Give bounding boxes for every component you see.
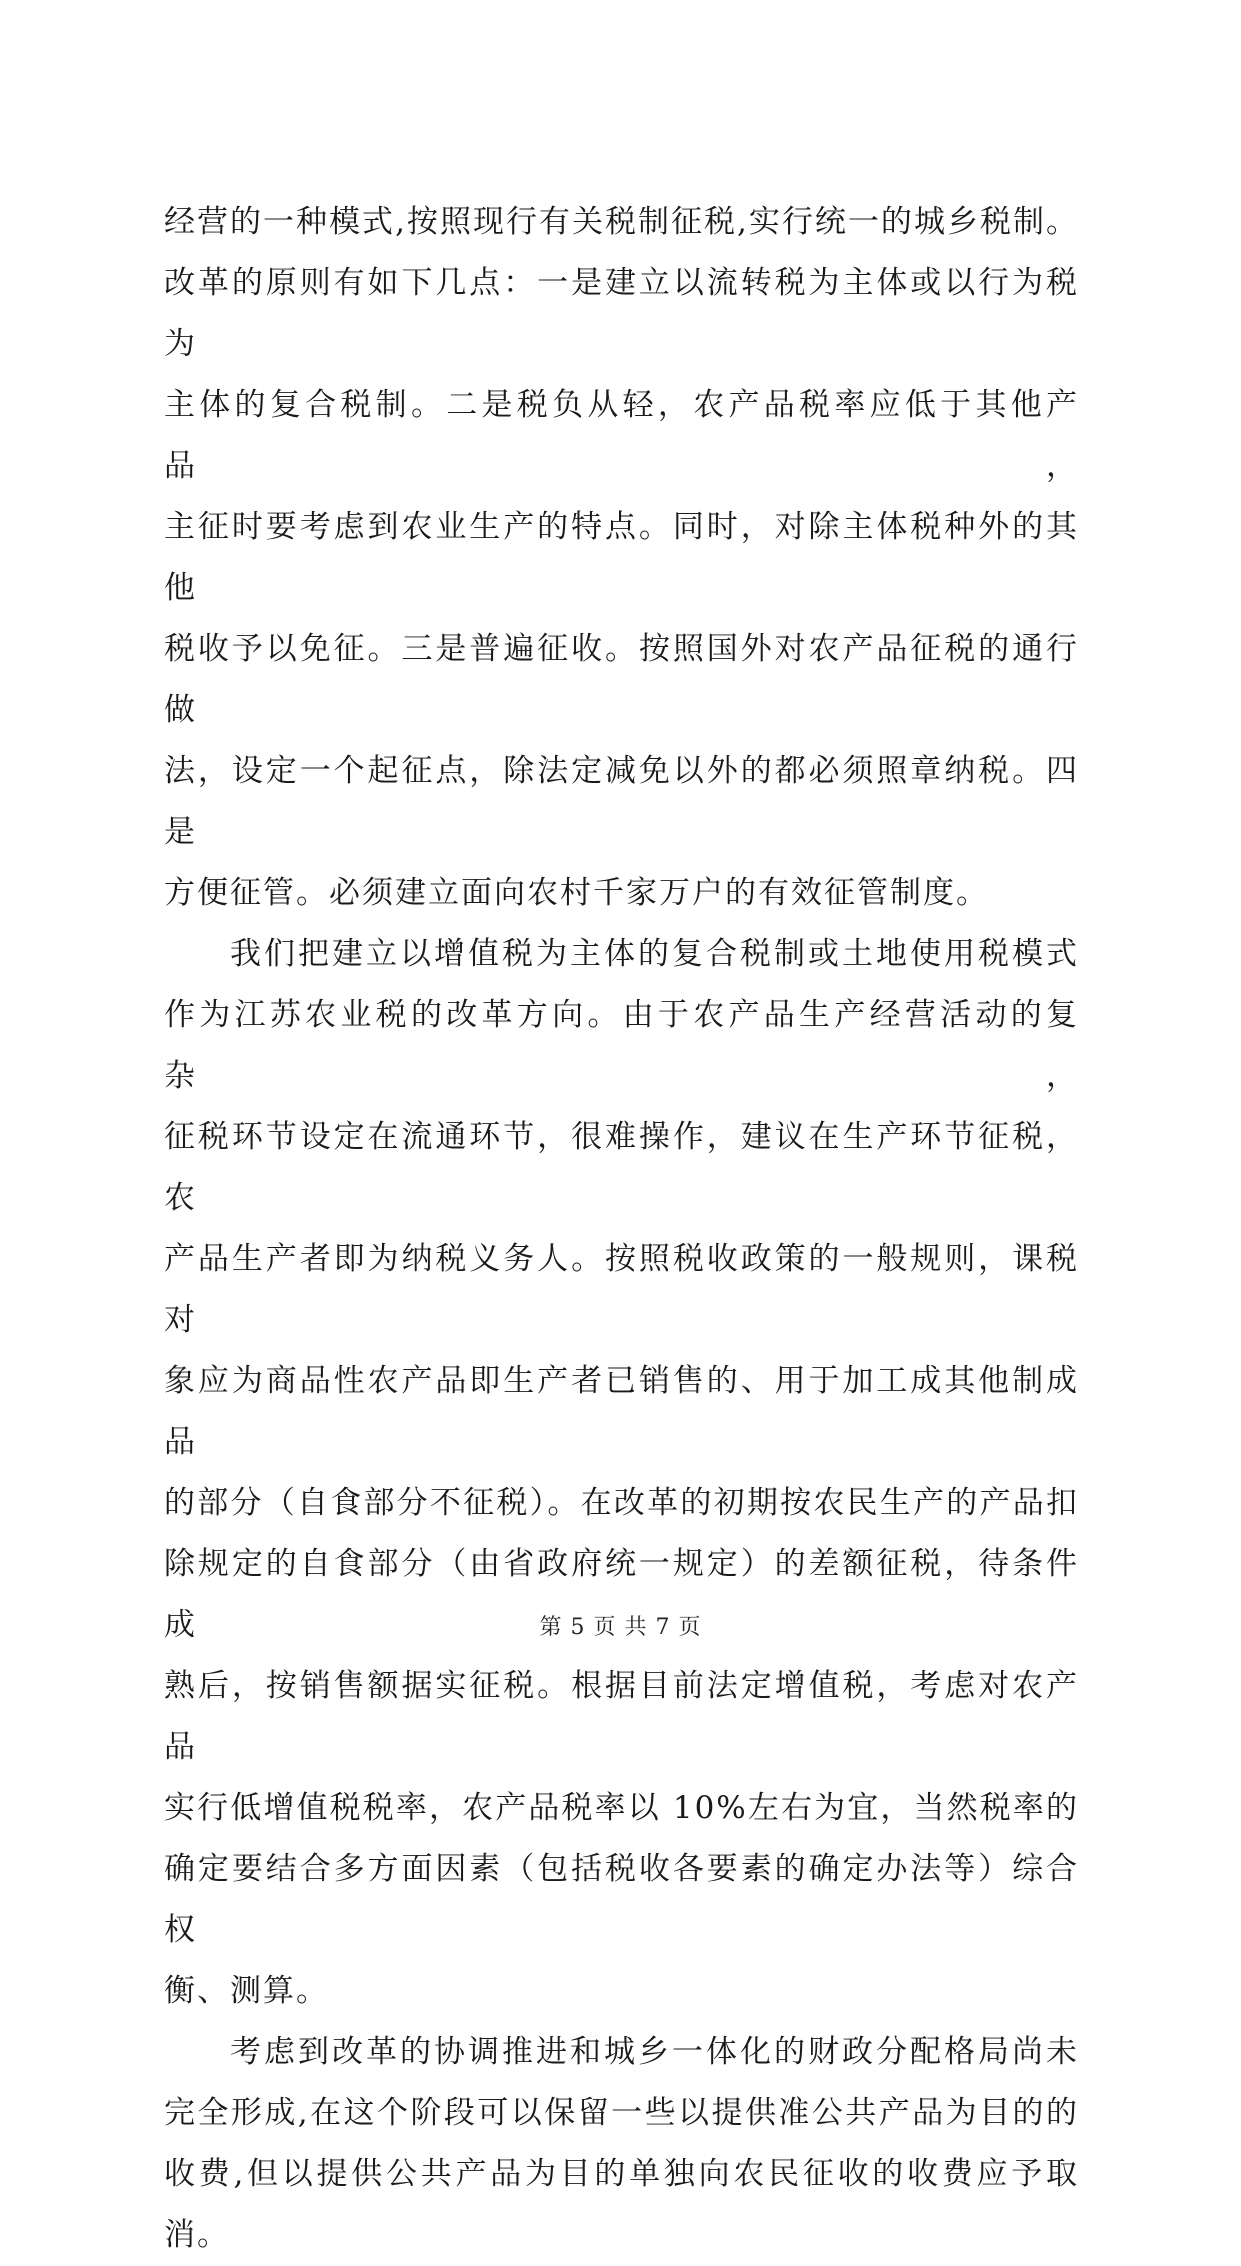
text-line: 除规定的自食部分（由省政府统一规定）的差额征税，待条件成 [164, 1546, 1079, 1643]
text-line: 方便征管。必须建立面向农村千家万户的有效征管制度。 [164, 875, 989, 911]
text-line: 法，设定一个起征点，除法定减免以外的都必须照章纳税。四是 [164, 753, 1079, 850]
paragraph-3 [164, 2022, 1079, 2266]
text-line: 完全形成,在这个阶段可以保留一些以提供准公共产品为目的的 [164, 2095, 1079, 2131]
paragraph-1 [164, 192, 1079, 924]
paragraph-2 [164, 924, 1079, 2022]
page-number-footer: 第 5 页 共 7 页 [539, 1615, 702, 1640]
document-body [164, 192, 1079, 2266]
text-line: 我们把建立以增值税为主体的复合税制或土地使用税模式 [230, 936, 1079, 972]
text-line: 改革的原则有如下几点：一是建立以流转税为主体或以行为税为 [164, 265, 1079, 362]
text-line: 主体的复合税制。二是税负从轻，农产品税率应低于其他产品， [164, 387, 1079, 484]
text-line: 实行低增值税税率，农产品税率以 10%左右为宜，当然税率的 [164, 1790, 1079, 1826]
text-line: 收费,但以提供公共产品为目的单独向农民征收的收费应予取消。 [164, 2156, 1079, 2253]
text-line: 确定要结合多方面因素（包括税收各要素的确定办法等）综合权 [164, 1851, 1079, 1948]
text-line: 作为江苏农业税的改革方向。由于农产品生产经营活动的复杂， [164, 997, 1079, 1094]
text-line: 税收予以免征。三是普遍征收。按照国外对农产品征税的通行做 [164, 631, 1079, 728]
text-line: 产品生产者即为纳税义务人。按照税收政策的一般规则，课税对 [164, 1241, 1079, 1338]
text-line: 征税环节设定在流通环节，很难操作，建议在生产环节征税，农 [164, 1119, 1079, 1216]
text-line: 主征时要考虑到农业生产的特点。同时，对除主体税种外的其他 [164, 509, 1079, 606]
text-line: 的部分（自食部分不征税）。在改革的初期按农民生产的产品扣 [164, 1485, 1079, 1521]
text-line: 象应为商品性农产品即生产者已销售的、用于加工成其他制成品 [164, 1363, 1079, 1460]
text-line: 经营的一种模式,按照现行有关税制征税,实行统一的城乡税制。 [164, 204, 1079, 240]
text-line: 熟后，按销售额据实征税。根据目前法定增值税，考虑对农产品 [164, 1668, 1079, 1765]
text-line: 衡、测算。 [164, 1973, 329, 2009]
text-line: 考虑到改革的协调推进和城乡一体化的财政分配格局尚未 [230, 2034, 1079, 2070]
